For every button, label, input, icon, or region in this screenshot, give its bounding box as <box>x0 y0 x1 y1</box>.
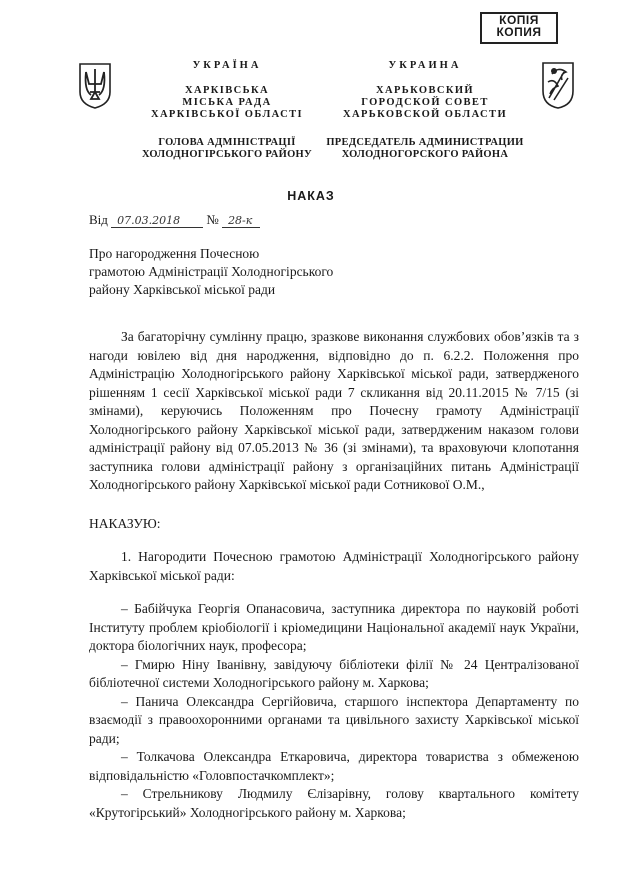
date-prefix: Від <box>89 212 108 227</box>
country-name-ru: УКРАИНА <box>388 60 462 71</box>
list-item: – Бабійчука Георгія Опанасовича, заступника директора по науковій роботі Інституту проблем кріобіології і кріомедицини Національної академії наук України, доктора біологічних наук, професора; <box>89 601 579 653</box>
council-line-1: ХАРКІВСЬКА <box>184 85 269 96</box>
list-item: – Панича Олександра Сергійовича, старшого інспектора Департаменту по взаємодії з правоохоронними органами та цивільного захисту Харківської міської ради; <box>89 693 579 746</box>
council-line-3: ХАРЬКОВСКОЙ ОБЛАСТИ <box>342 109 508 120</box>
header-right <box>320 60 530 161</box>
handwritten-number: 28-к <box>222 215 260 228</box>
subject-line: грамотою Адміністрації Холодногірського <box>89 264 334 279</box>
country-name-uk: УКРАЇНА <box>192 60 262 71</box>
number-label: № <box>206 212 219 227</box>
stamp-line-uk: КОПІЯ <box>499 13 539 27</box>
council-line-2: ГОРОДСКОЙ СОВЕТ <box>361 97 489 108</box>
order-subject <box>89 245 409 299</box>
position-line-1: ПРЕДСЕДАТЕЛЬ АДМИНИСТРАЦИИ <box>326 137 524 148</box>
awardee-list <box>89 600 579 822</box>
trident-emblem-icon <box>78 62 112 110</box>
council-line-2: МІСЬКА РАДА <box>182 97 272 108</box>
preamble-paragraph: За багаторічну сумлінну працю, зразкове виконання службових обов’язків та з нагоди ювілею від дня народження, відповідно до п. 6.2.2. Положення про Адміністрацію Холодногірського району Харківської міської ради, затвердженого рішенням 1 сесії Харківської міської ради 7 скликання від 20.11.2015 № 7/15 (зі змінами), керуючись Положенням про Почесну грамоту Адміністрації Холодногірського району Харківської міської ради, затвердженим наказом голови адміністрації району від 07.05.2013 № 36 (зі змінами), та враховуючи клопотання заступника голови адміністрації району з організаційних питань Адміністрації Холодногірського району Харківської міської ради Сотникової О.М., <box>89 329 579 492</box>
position-line-2: ХОЛОДНОГІРСЬКОГО РАЙОНУ <box>141 149 313 160</box>
subject-line: району Харківської міської ради <box>89 282 276 297</box>
council-line-1: ХАРЬКОВСКИЙ <box>376 85 474 96</box>
position-line-2: ХОЛОДНОГОРСКОГО РАЙОНА <box>341 149 509 160</box>
order-item-1: 1. Нагородити Почесною грамотою Адміністрації Холодногірського району Харківської міської ради: <box>89 549 579 583</box>
list-item: – Толкачова Олександра Еткаровича, директора товариства з обмеженою відповідальністю «Головпостачкомплект»; <box>89 749 579 783</box>
header-left <box>134 60 320 161</box>
handwritten-date: 07.03.2018 <box>111 215 203 228</box>
stamp-line-ru: КОПИЯ <box>496 25 542 39</box>
list-item: – Стрельникову Людмилу Єлізарівну, голову квартального комітету «Крутогірський» Холодногірського району м. Харкова; <box>89 786 579 820</box>
subject-line: Про нагородження Почесною <box>89 246 260 261</box>
council-line-3: ХАРКІВСЬКОЇ ОБЛАСТІ <box>150 109 304 120</box>
list-item: – Гмирю Ніну Іванівну, завідуючу бібліотеки філії № 24 Централізованої бібліотечної системи Холодногірського району м. Харкова; <box>89 656 579 690</box>
date-number-line <box>89 212 260 228</box>
kharkiv-coat-of-arms-icon <box>540 60 576 110</box>
document-title: НАКАЗ <box>287 189 335 203</box>
order-heading: НАКАЗУЮ: <box>89 516 161 531</box>
position-line-1: ГОЛОВА АДМІНІСТРАЦІЇ <box>158 137 296 148</box>
copy-stamp <box>480 12 558 44</box>
